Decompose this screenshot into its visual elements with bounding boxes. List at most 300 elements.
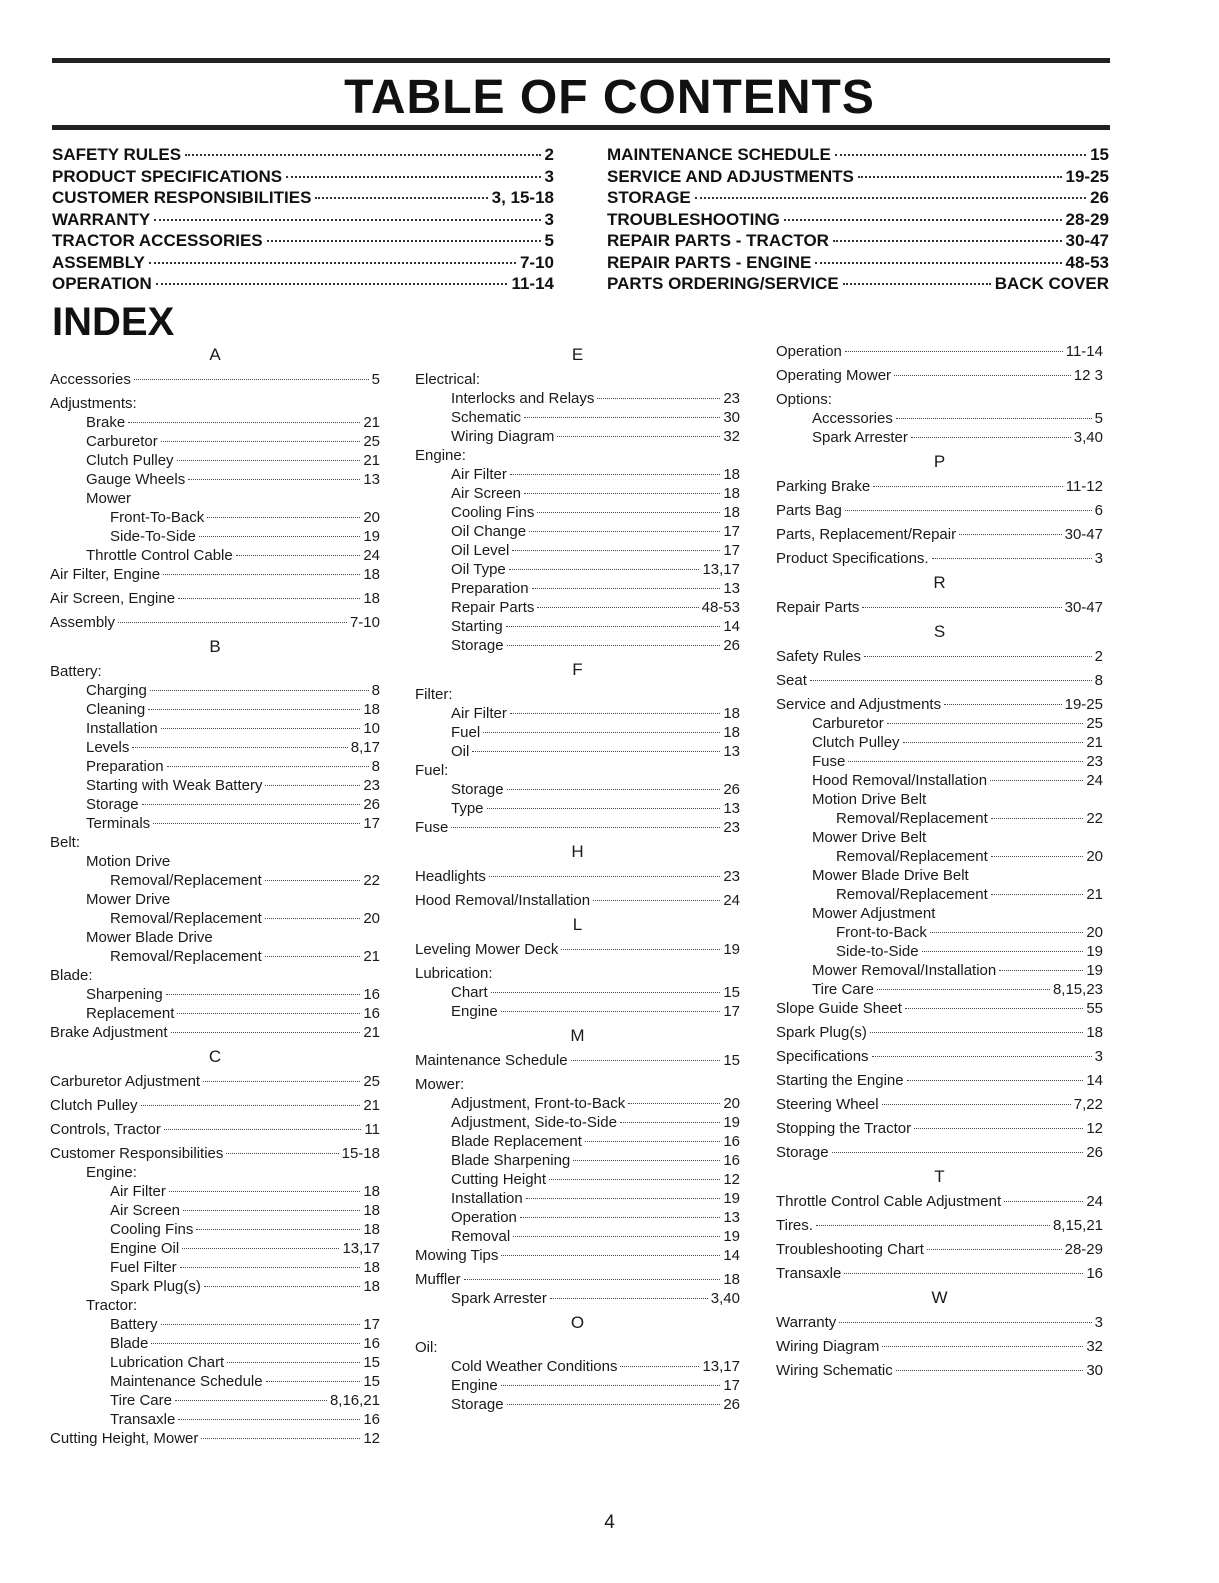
dot-leader: [585, 1141, 720, 1142]
index-entry-page: 8,16,21: [329, 1392, 380, 1409]
dot-leader: [506, 626, 721, 627]
index-entry-label: Spark Arrester: [812, 429, 908, 446]
toc-left-column: [52, 144, 554, 295]
index-entry-label: Repair Parts: [776, 599, 860, 616]
index-column-2: [415, 340, 740, 1414]
index-entry: [415, 1357, 740, 1376]
index-entry-label: Blade Sharpening: [451, 1152, 571, 1169]
index-entry: [776, 1240, 1103, 1259]
index-entry-page: 3: [1094, 1314, 1103, 1331]
index-group-heading: Electrical:: [415, 371, 481, 388]
index-entry-page: 21: [363, 414, 380, 431]
index-entry-label: Side-to-Side: [836, 943, 919, 960]
index-entry-page: 18: [723, 724, 740, 741]
index-entry-page: 14: [723, 618, 740, 635]
index-entry: [415, 1189, 740, 1208]
dot-leader: [833, 240, 1062, 242]
index-entry-label: Headlights: [415, 868, 486, 885]
dot-leader: [903, 742, 1084, 743]
index-entry-label: Replacement: [86, 1005, 175, 1022]
index-entry: [415, 541, 740, 560]
index-entry-page: 12: [723, 1171, 740, 1188]
index-entry-label: Safety Rules: [776, 648, 862, 665]
index-entry: [50, 1072, 380, 1091]
index-entry: [776, 1313, 1103, 1332]
index-entry-page: 18: [363, 1278, 380, 1295]
index-entry-label: Clutch Pulley: [86, 452, 174, 469]
dot-leader: [573, 1160, 720, 1161]
index-entry-label: Oil Change: [451, 523, 527, 540]
index-entry-page: 26: [363, 796, 380, 813]
index-entry-page: 26: [723, 637, 740, 654]
index-entry-label: Fuel: [451, 724, 481, 741]
index-entry: [776, 1095, 1103, 1114]
dot-leader: [128, 422, 360, 423]
index-entry: [776, 1143, 1103, 1162]
dot-leader: [464, 1279, 721, 1280]
dot-leader: [872, 1056, 1092, 1057]
index-entry-label: Spark Arrester: [451, 1290, 547, 1307]
index-group-heading: Mower:: [415, 1076, 465, 1093]
dot-leader: [524, 417, 720, 418]
index-entry-label: Parking Brake: [776, 478, 871, 495]
index-entry-page: 18: [363, 566, 380, 583]
index-entry-page: 13: [723, 800, 740, 817]
index-entry: [50, 1334, 380, 1353]
dot-leader: [178, 598, 360, 599]
dot-leader: [877, 989, 1050, 990]
index-group-heading: Adjustments:: [50, 395, 137, 412]
dot-leader: [161, 728, 361, 729]
index-entry-page: 18: [1086, 1024, 1103, 1041]
index-entry-label: Cleaning: [86, 701, 146, 718]
index-letter-heading: H: [571, 842, 584, 861]
dot-leader: [132, 747, 347, 748]
index-group-heading: Engine:: [86, 1164, 137, 1181]
index-entry: [415, 818, 740, 837]
index-entry-page: 15: [363, 1354, 380, 1371]
toc-entry-page: 15: [1090, 145, 1109, 164]
index-entry-label: Air Screen: [451, 485, 522, 502]
index-entry-label: Operating Mower: [776, 367, 892, 384]
index-entry-label: Type: [451, 800, 484, 817]
index-entry: [415, 1132, 740, 1151]
index-entry-page: 15: [363, 1373, 380, 1390]
index-entry-page: 15: [723, 1052, 740, 1069]
index-entry-page: 26: [723, 781, 740, 798]
index-entry-page: 3: [1094, 550, 1103, 567]
index-entry-page: 19: [723, 941, 740, 958]
index-entry-page: 20: [723, 1095, 740, 1112]
dot-leader: [148, 709, 360, 710]
index-letter-heading: A: [209, 345, 221, 364]
index-entry: [415, 1376, 740, 1395]
index-entry-page: 30-47: [1064, 526, 1103, 543]
dot-leader: [597, 398, 720, 399]
index-entry: [415, 484, 740, 503]
dot-leader: [932, 558, 1092, 559]
index-entry-page: 8,17: [350, 739, 380, 756]
index-entry-label: Transaxle: [110, 1411, 176, 1428]
index-entry: [776, 942, 1103, 961]
toc-entry-page: 3, 15-18: [491, 188, 554, 207]
dot-leader: [180, 1267, 361, 1268]
toc-entry-label: STORAGE: [607, 188, 691, 207]
index-entry-page: 25: [363, 1073, 380, 1090]
index-group-heading: Options:: [776, 391, 832, 408]
index-entry: [415, 723, 740, 742]
index-entry-page: 12: [1086, 1120, 1103, 1137]
dot-leader: [593, 900, 720, 901]
index-entry-label: Muffler: [415, 1271, 461, 1288]
index-entry-label: Slope Guide Sheet: [776, 1000, 902, 1017]
index-entry-label: Tire Care: [812, 981, 874, 998]
index-entry: [50, 546, 380, 565]
dot-leader: [896, 418, 1092, 419]
index-entry-page: 13: [363, 471, 380, 488]
index-group-heading: Belt:: [50, 834, 81, 851]
index-entry-label: Gauge Wheels: [86, 471, 186, 488]
index-entry: [50, 1410, 380, 1429]
index-entry: [776, 1071, 1103, 1090]
index-entry-label: Blade: [110, 1335, 149, 1352]
dot-leader: [507, 1404, 721, 1405]
dot-leader: [990, 780, 1083, 781]
dot-leader: [887, 723, 1084, 724]
dot-leader: [196, 1229, 360, 1230]
dot-leader: [188, 479, 360, 480]
index-entry-label: Preparation: [451, 580, 529, 597]
index-entry-page: 13: [723, 1209, 740, 1226]
index-entry-page: 23: [723, 819, 740, 836]
toc-entry: [52, 252, 554, 274]
index-entry: [776, 999, 1103, 1018]
top-rule: [52, 58, 1110, 63]
index-entry: [776, 809, 1103, 828]
index-entry-label: Side-To-Side: [110, 528, 196, 545]
dot-leader: [844, 1273, 1083, 1274]
index-entry-page: 18: [363, 1202, 380, 1219]
index-entry: [776, 885, 1103, 904]
index-entry: [776, 1023, 1103, 1042]
index-entry: [50, 1258, 380, 1277]
index-entry-page: 13: [723, 580, 740, 597]
index-entry: [415, 983, 740, 1002]
toc-entry-label: SERVICE AND ADJUSTMENTS: [607, 166, 854, 186]
page-number: 4: [604, 1512, 615, 1533]
dot-leader: [118, 622, 347, 623]
dot-leader: [161, 1324, 361, 1325]
index-entry-label: Fuse: [812, 753, 846, 770]
index-entry: [415, 503, 740, 522]
toc-entry: [52, 230, 554, 252]
index-entry-label: Charging: [86, 682, 147, 699]
dot-leader: [620, 1122, 720, 1123]
dot-leader: [185, 154, 540, 156]
index-entry-label: Wiring Diagram: [451, 428, 555, 445]
dot-leader: [561, 949, 720, 950]
index-entry-label: Carburetor: [812, 715, 884, 732]
dot-leader: [628, 1103, 720, 1104]
dot-leader: [182, 1248, 339, 1249]
dot-leader: [150, 690, 369, 691]
index-entry-page: 8,15,23: [1052, 981, 1103, 998]
dot-leader: [501, 1385, 721, 1386]
index-entry-page: 18: [363, 1221, 380, 1238]
index-entry-page: 16: [363, 986, 380, 1003]
index-entry: [415, 1227, 740, 1246]
toc-entry: [52, 166, 554, 188]
index-entry-page: 21: [363, 948, 380, 965]
index-entry-label: Air Filter: [110, 1183, 166, 1200]
index-entry: [50, 814, 380, 833]
index-entry-label: Assembly: [50, 614, 116, 631]
index-entry-page: 23: [363, 777, 380, 794]
index-entry-label: Installation: [451, 1190, 523, 1207]
dot-leader: [784, 219, 1062, 221]
index-entry: [415, 867, 740, 886]
dot-leader: [154, 219, 540, 221]
dot-leader: [489, 876, 720, 877]
dot-leader: [483, 732, 720, 733]
dot-leader: [911, 437, 1071, 438]
index-entry-page: 21: [363, 1024, 380, 1041]
index-entry: [776, 733, 1103, 752]
index-entry-page: 21: [363, 452, 380, 469]
toc-entry-page: 28-29: [1065, 209, 1109, 229]
index-entry: [50, 1120, 380, 1139]
index-entry-label: Chart: [451, 984, 488, 1001]
index-entry-label: Service and Adjustments: [776, 696, 942, 713]
index-letter-heading: R: [933, 573, 946, 592]
index-entry: [776, 923, 1103, 942]
index-group-heading: Blade:: [50, 967, 93, 984]
index-entry: [776, 714, 1103, 733]
dot-leader: [487, 808, 721, 809]
index-entry-label: Stopping the Tractor: [776, 1120, 912, 1137]
dot-leader: [226, 1153, 338, 1154]
index-entry: [415, 891, 740, 910]
dot-leader: [175, 1400, 327, 1401]
dot-leader: [267, 240, 541, 242]
index-entry-page: 3,40: [710, 1290, 740, 1307]
dot-leader: [839, 1322, 1091, 1323]
index-entry-page: 12: [363, 1430, 380, 1447]
dot-leader: [870, 1032, 1083, 1033]
index-entry: [776, 366, 1103, 385]
index-entry-page: 19: [363, 528, 380, 545]
index-entry-label: Accessories: [812, 410, 893, 427]
toc-entry: [52, 209, 554, 231]
index-entry-label: Storage: [451, 781, 504, 798]
index-entry: [776, 695, 1103, 714]
index-entry: [776, 598, 1103, 617]
index-entry-label: Removal/Replacement: [110, 872, 262, 889]
index-entry: [415, 560, 740, 579]
dot-leader: [512, 550, 720, 551]
dot-leader: [991, 818, 1084, 819]
toc-entry: [607, 230, 1109, 252]
dot-leader: [163, 574, 360, 575]
index-entry-page: 19: [723, 1190, 740, 1207]
index-entry-label: Clutch Pulley: [50, 1097, 138, 1114]
index-entry: [50, 1353, 380, 1372]
toc-entry-label: REPAIR PARTS - ENGINE: [607, 252, 812, 272]
index-entry-page: 18: [723, 1271, 740, 1288]
index-entry: [50, 432, 380, 451]
index-entry-page: 11-14: [1065, 343, 1103, 360]
index-group-heading: Oil:: [415, 1339, 438, 1356]
index-letter-heading: E: [571, 345, 584, 364]
dot-leader: [520, 1217, 720, 1218]
index-entry: [50, 795, 380, 814]
index-entry-label: Accessories: [50, 371, 131, 388]
index-entry: [50, 738, 380, 757]
index-entry-page: 48-53: [701, 599, 740, 616]
dot-leader: [507, 645, 721, 646]
index-entry-label: Removal/Replacement: [836, 886, 988, 903]
dot-leader: [204, 1286, 360, 1287]
dot-leader: [848, 761, 1083, 762]
index-entry: [50, 1096, 380, 1115]
index-entry-label: Controls, Tractor: [50, 1121, 161, 1138]
index-entry-label: Levels: [86, 739, 130, 756]
dot-leader: [905, 1008, 1083, 1009]
index-entry-page: 32: [1086, 1338, 1103, 1355]
index-entry: [776, 671, 1103, 690]
index-entry: [50, 947, 380, 966]
toc-entry-label: MAINTENANCE SCHEDULE: [607, 145, 831, 164]
index-entry-page: 22: [363, 872, 380, 889]
dot-leader: [183, 1210, 360, 1211]
index-entry: [50, 719, 380, 738]
dot-leader: [695, 197, 1086, 199]
dot-leader: [873, 486, 1063, 487]
index-entry: [776, 477, 1103, 496]
index-entry: [415, 780, 740, 799]
index-entry: [50, 909, 380, 928]
index-entry: [415, 1395, 740, 1414]
index-entry: [50, 613, 380, 632]
index-entry: [776, 847, 1103, 866]
index-entry-page: 26: [1086, 1144, 1103, 1161]
index-entry-label: Storage: [776, 1144, 829, 1161]
toc-entry-page: 3: [544, 209, 554, 229]
index-entry-label: Front-To-Back: [110, 509, 205, 526]
index-entry-page: 8: [371, 682, 380, 699]
dot-leader: [265, 918, 361, 919]
dot-leader: [161, 441, 361, 442]
index-group-heading: Motion Drive: [86, 853, 171, 870]
index-letter-heading: T: [934, 1167, 945, 1186]
index-entry-page: 30: [1086, 1362, 1103, 1379]
index-entry-page: 30-47: [1064, 599, 1103, 616]
index-entry-page: 28-29: [1064, 1241, 1103, 1258]
index-entry-page: 19-25: [1064, 696, 1103, 713]
dot-leader: [156, 283, 508, 285]
index-entry: [415, 389, 740, 408]
dot-leader: [510, 474, 720, 475]
index-letter-heading: S: [933, 622, 946, 641]
toc-entry: [52, 273, 554, 295]
dot-leader: [550, 1298, 708, 1299]
index-entry-page: 13,17: [702, 1358, 740, 1375]
toc-entry-label: SAFETY RULES: [52, 145, 182, 164]
index-entry: [776, 1264, 1103, 1283]
index-entry-label: Tires.: [776, 1217, 813, 1234]
index-entry: [50, 1391, 380, 1410]
index-entry: [50, 370, 380, 389]
index-entry-page: 22: [1086, 810, 1103, 827]
index-group-heading: Fuel:: [415, 762, 449, 779]
index-entry-label: Engine: [451, 1003, 498, 1020]
index-entry-label: Fuel Filter: [110, 1259, 177, 1276]
index-entry-page: 11-12: [1065, 478, 1103, 495]
index-entry-page: 24: [363, 547, 380, 564]
index-entry-page: 12 3: [1073, 367, 1103, 384]
dot-leader: [815, 262, 1061, 264]
title-rule: [52, 125, 1110, 130]
index-entry-label: Front-to-Back: [836, 924, 927, 941]
index-group-heading: Mower Drive Belt: [812, 829, 927, 846]
dot-leader: [153, 823, 360, 824]
index-entry-label: Brake: [86, 414, 126, 431]
index-entry: [50, 776, 380, 795]
index-entry: [415, 1094, 740, 1113]
dot-leader: [532, 588, 721, 589]
toc-entry: [607, 187, 1109, 209]
dot-leader: [265, 785, 360, 786]
index-group-heading: Mower Drive: [86, 891, 171, 908]
dot-leader: [507, 789, 721, 790]
index-entry: [415, 408, 740, 427]
index-letter-heading: O: [570, 1313, 585, 1332]
index-entry-label: Wiring Diagram: [776, 1338, 880, 1355]
index-entry-label: Removal/Replacement: [110, 948, 262, 965]
index-entry-page: 19: [1086, 943, 1103, 960]
index-entry-page: 18: [363, 590, 380, 607]
index-entry-label: Starting the Engine: [776, 1072, 904, 1089]
index-entry-page: 20: [363, 509, 380, 526]
index-entry-page: 55: [1086, 1000, 1103, 1017]
dot-leader: [845, 351, 1063, 352]
dot-leader: [203, 1081, 360, 1082]
index-entry-label: Preparation: [86, 758, 164, 775]
index-entry-label: Parts, Replacement/Repair: [776, 526, 957, 543]
index-entry-page: 23: [723, 390, 740, 407]
toc-entry-page: 30-47: [1065, 231, 1109, 250]
dot-leader: [201, 1438, 360, 1439]
toc-entry-page: 5: [544, 231, 554, 250]
index-letter-heading: C: [208, 1047, 222, 1066]
dot-leader: [537, 607, 698, 608]
index-entry: [776, 752, 1103, 771]
index-entry-page: 3,40: [1073, 429, 1103, 446]
index-entry-label: Adjustment, Front-to-Back: [451, 1095, 626, 1112]
index-entry-label: Air Filter: [451, 466, 507, 483]
toc-entry-page: BACK COVER: [994, 274, 1109, 293]
index-entry-page: 32: [723, 428, 740, 445]
index-entry-page: 2: [1094, 648, 1103, 665]
index-letter-heading: P: [933, 452, 946, 471]
index-entry: [50, 527, 380, 546]
toc-entry-label: TROUBLESHOOTING: [607, 209, 780, 229]
index-entry: [50, 1004, 380, 1023]
index-entry-page: 8,15,21: [1052, 1217, 1103, 1234]
index-entry-label: Schematic: [451, 409, 522, 426]
index-entry-label: Operation: [451, 1209, 517, 1226]
index-entry: [50, 1239, 380, 1258]
